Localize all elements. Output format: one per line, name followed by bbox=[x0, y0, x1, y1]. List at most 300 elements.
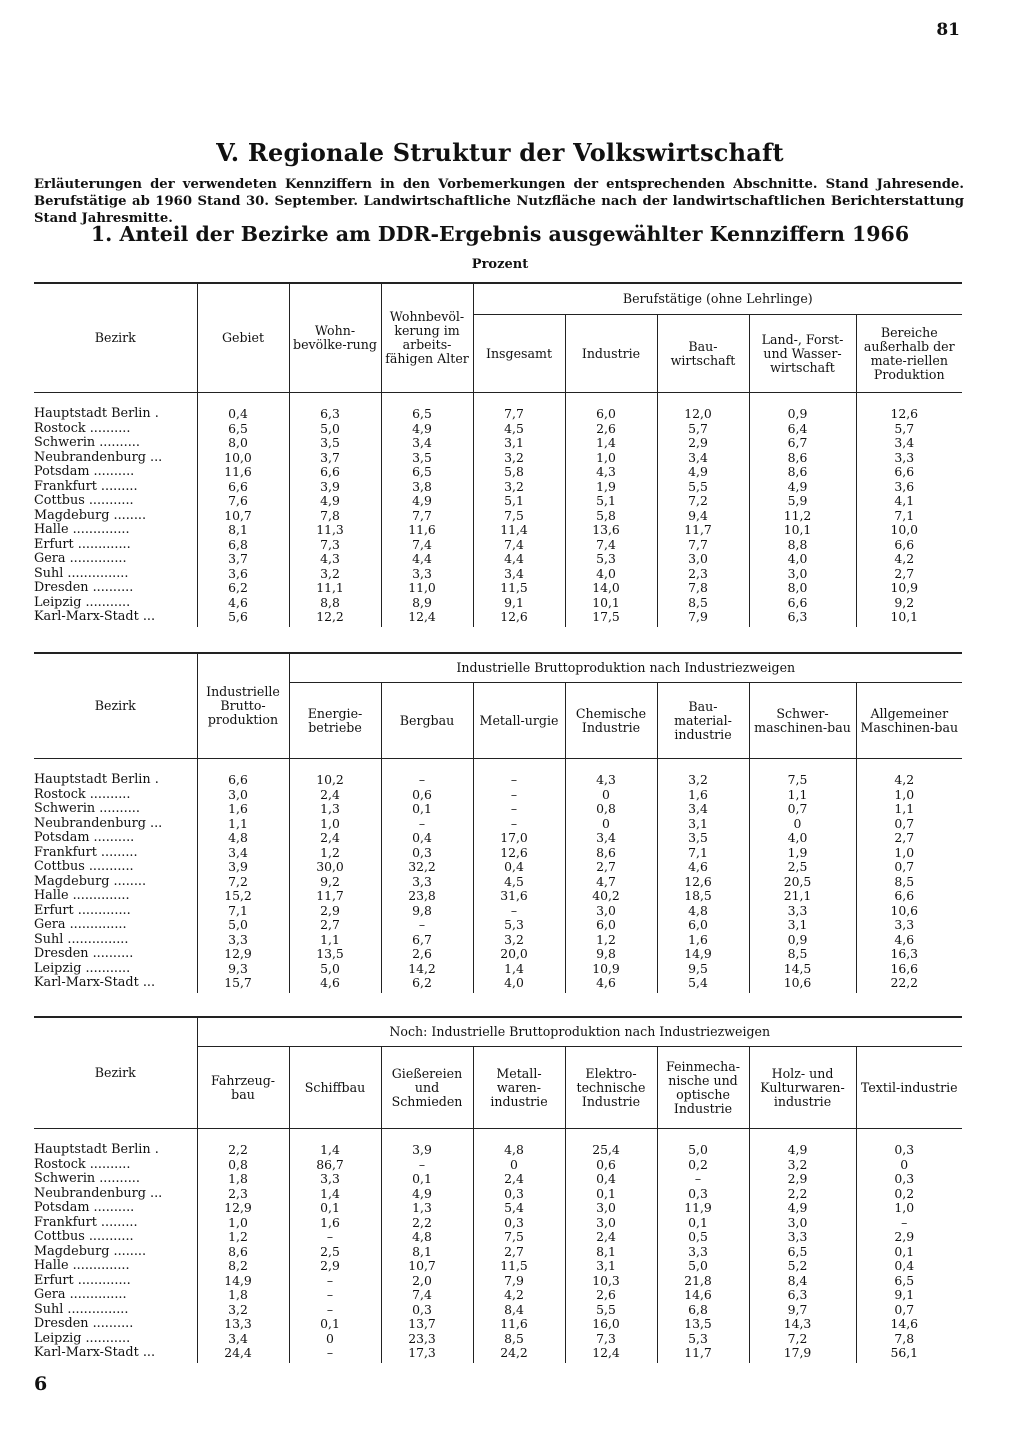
table-cell: 0,1 bbox=[565, 1187, 657, 1202]
column-header: Bergbau bbox=[381, 683, 473, 759]
row-label-bezirk: Frankfurt ......... bbox=[34, 478, 138, 494]
row-label-bezirk: Hauptstadt Berlin . bbox=[34, 1142, 159, 1157]
table-row bbox=[34, 918, 962, 933]
row-label-bezirk: Halle .............. bbox=[34, 888, 130, 903]
table-cell: 1,1 bbox=[197, 817, 289, 832]
table-cell: 0,2 bbox=[657, 1158, 749, 1173]
table-cell: 7,1 bbox=[197, 904, 289, 919]
table-cell: 3,4 bbox=[197, 846, 289, 861]
table-cell: 1,0 bbox=[856, 846, 962, 861]
table-cell: 7,2 bbox=[657, 494, 749, 509]
table-cell: 3,1 bbox=[749, 918, 856, 933]
table-cell: 8,6 bbox=[565, 846, 657, 861]
table-cell: 0,7 bbox=[856, 860, 962, 875]
table-cell: 1,6 bbox=[657, 933, 749, 948]
table-cell: 1,6 bbox=[657, 788, 749, 803]
table-row bbox=[34, 1332, 962, 1347]
table-row bbox=[34, 1245, 962, 1260]
table-cell: 9,2 bbox=[289, 875, 381, 890]
table-cell: 2,7 bbox=[856, 567, 962, 582]
table-cell: 4,9 bbox=[381, 494, 473, 509]
table-cell: 13,3 bbox=[197, 1317, 289, 1332]
table-cell: – bbox=[381, 1158, 473, 1173]
table-cell: 2,4 bbox=[289, 788, 381, 803]
table-cell: 4,0 bbox=[473, 976, 565, 993]
table-cell: 3,3 bbox=[749, 1230, 856, 1245]
table-cell: – bbox=[856, 1216, 962, 1231]
column-header: Chemische Industrie bbox=[565, 683, 657, 759]
table-cell: 4,9 bbox=[749, 1129, 856, 1158]
table-cell: – bbox=[381, 918, 473, 933]
table-row bbox=[34, 494, 962, 509]
column-header: Schwer-maschinen-bau bbox=[749, 683, 856, 759]
table-row bbox=[34, 1172, 962, 1187]
table-cell: 8,1 bbox=[381, 1245, 473, 1260]
row-label-bezirk: Schwerin .......... bbox=[34, 1171, 140, 1186]
table-cell: 0,3 bbox=[657, 1187, 749, 1202]
table-cell: 7,1 bbox=[856, 509, 962, 524]
table-cell: 3,3 bbox=[856, 451, 962, 466]
table-cell: – bbox=[473, 817, 565, 832]
table-cell: 7,4 bbox=[565, 538, 657, 553]
table-row bbox=[34, 1259, 962, 1274]
page-title: V. Regionale Struktur der Volkswirtschaft bbox=[216, 138, 784, 167]
table-cell: 3,4 bbox=[381, 436, 473, 451]
table-row bbox=[34, 788, 962, 803]
row-label-bezirk: Frankfurt ......... bbox=[34, 1214, 138, 1230]
table-cell: 1,0 bbox=[856, 1201, 962, 1216]
table-row bbox=[34, 904, 962, 919]
table-cell: 4,3 bbox=[565, 759, 657, 788]
table-3-body bbox=[34, 1129, 962, 1363]
table-cell: 2,2 bbox=[749, 1187, 856, 1202]
table-cell: 31,6 bbox=[473, 889, 565, 904]
table-cell: 4,6 bbox=[197, 596, 289, 611]
table-cell: 7,8 bbox=[657, 581, 749, 596]
table-cell: 3,8 bbox=[381, 480, 473, 495]
table-cell: 4,9 bbox=[657, 465, 749, 480]
table-cell: 0,9 bbox=[749, 393, 856, 422]
table-cell: 1,2 bbox=[565, 933, 657, 948]
table-cell: 1,4 bbox=[289, 1129, 381, 1158]
table-cell: 3,9 bbox=[289, 480, 381, 495]
table-row bbox=[34, 451, 962, 466]
column-header: Energie-betriebe bbox=[289, 683, 381, 759]
table-cell: 2,2 bbox=[381, 1216, 473, 1231]
table-row bbox=[34, 846, 962, 861]
table-cell: 4,1 bbox=[856, 494, 962, 509]
table-cell: 4,6 bbox=[657, 860, 749, 875]
table-cell: 0,3 bbox=[473, 1216, 565, 1231]
table-row bbox=[34, 465, 962, 480]
row-label-bezirk: Neubrandenburg ... bbox=[34, 449, 163, 465]
row-label-bezirk: Dresden .......... bbox=[34, 1316, 134, 1331]
table-cell: 0 bbox=[856, 1158, 962, 1173]
table-cell: 6,0 bbox=[565, 918, 657, 933]
table-cell: 4,3 bbox=[565, 465, 657, 480]
table-cell: 3,3 bbox=[657, 1245, 749, 1260]
table-cell: 2,4 bbox=[565, 1230, 657, 1245]
row-label-bezirk: Leipzig ........... bbox=[34, 960, 131, 976]
table-cell: 6,3 bbox=[749, 610, 856, 627]
table-cell: 3,4 bbox=[197, 1332, 289, 1347]
table-cell: 14,6 bbox=[657, 1288, 749, 1303]
table-cell: 14,9 bbox=[197, 1274, 289, 1289]
table-cell: 3,3 bbox=[749, 904, 856, 919]
table-cell: 6,6 bbox=[856, 465, 962, 480]
table-row bbox=[34, 1129, 962, 1158]
table-row bbox=[34, 759, 962, 788]
table-cell: 21,1 bbox=[749, 889, 856, 904]
footer-number: 6 bbox=[34, 1373, 48, 1395]
table-cell: 3,2 bbox=[197, 1303, 289, 1318]
table-cell: 0,5 bbox=[657, 1230, 749, 1245]
table-cell: 4,6 bbox=[289, 976, 381, 993]
table-cell: 0,1 bbox=[657, 1216, 749, 1231]
row-label-bezirk: Erfurt ............. bbox=[34, 536, 131, 552]
table-cell: 1,3 bbox=[289, 802, 381, 817]
table-cell: 9,1 bbox=[473, 596, 565, 611]
column-header: Gebiet bbox=[197, 283, 289, 393]
table-cell: 6,6 bbox=[289, 465, 381, 480]
table-cell: 2,7 bbox=[565, 860, 657, 875]
table-cell: 16,0 bbox=[565, 1317, 657, 1332]
table-row bbox=[34, 1201, 962, 1216]
table-cell: 6,0 bbox=[657, 918, 749, 933]
row-label-bezirk: Dresden .......... bbox=[34, 946, 134, 961]
table-cell: 12,4 bbox=[381, 610, 473, 627]
table-cell: 4,9 bbox=[381, 1187, 473, 1202]
table-cell: 6,6 bbox=[749, 596, 856, 611]
table-cell: 7,7 bbox=[657, 538, 749, 553]
table-row bbox=[34, 1158, 962, 1173]
table-cell: 4,4 bbox=[473, 552, 565, 567]
table-cell: 3,0 bbox=[565, 904, 657, 919]
table-cell: 2,7 bbox=[473, 1245, 565, 1260]
row-label-bezirk: Schwerin .......... bbox=[34, 435, 140, 450]
table-cell: 6,6 bbox=[197, 480, 289, 495]
table-cell: 5,0 bbox=[289, 962, 381, 977]
column-header: Industrie bbox=[565, 315, 657, 393]
table-cell: 5,4 bbox=[473, 1201, 565, 1216]
row-label-bezirk: Potsdam .......... bbox=[34, 464, 135, 479]
table-cell: 7,1 bbox=[657, 846, 749, 861]
table-cell: – bbox=[473, 904, 565, 919]
table-cell: 10,1 bbox=[749, 523, 856, 538]
column-header: Bau-wirtschaft bbox=[657, 315, 749, 393]
column-header: Feinmecha-nische und optische Industrie bbox=[657, 1047, 749, 1129]
table-cell: 11,2 bbox=[749, 509, 856, 524]
table-cell: 9,7 bbox=[749, 1303, 856, 1318]
table-cell: 3,5 bbox=[657, 831, 749, 846]
table-cell: 7,7 bbox=[381, 509, 473, 524]
table-cell: 3,2 bbox=[289, 567, 381, 582]
table-cell: 18,5 bbox=[657, 889, 749, 904]
table-cell: 6,7 bbox=[381, 933, 473, 948]
table-cell: 16,3 bbox=[856, 947, 962, 962]
table-cell: – bbox=[289, 1303, 381, 1318]
table-cell: 9,8 bbox=[381, 904, 473, 919]
table-cell: 7,6 bbox=[197, 494, 289, 509]
table-cell: – bbox=[289, 1230, 381, 1245]
table-cell: 2,3 bbox=[657, 567, 749, 582]
table-cell: 5,6 bbox=[197, 610, 289, 627]
table-cell: – bbox=[381, 817, 473, 832]
table-cell: 12,9 bbox=[197, 947, 289, 962]
table-cell: 4,6 bbox=[856, 933, 962, 948]
table-cell: 2,3 bbox=[197, 1187, 289, 1202]
row-label-bezirk: Rostock .......... bbox=[34, 1156, 131, 1172]
table-cell: 4,8 bbox=[381, 1230, 473, 1245]
table-cell: – bbox=[473, 788, 565, 803]
row-label-bezirk: Potsdam .......... bbox=[34, 830, 135, 845]
table-row bbox=[34, 933, 962, 948]
row-label-bezirk: Karl-Marx-Stadt ... bbox=[34, 975, 156, 990]
table-row bbox=[34, 596, 962, 611]
table-cell: – bbox=[289, 1288, 381, 1303]
table-cell: 3,2 bbox=[473, 451, 565, 466]
table-cell: 23,3 bbox=[381, 1332, 473, 1347]
table-cell: 12,2 bbox=[289, 610, 381, 627]
table-row bbox=[34, 567, 962, 582]
table-cell: 0,4 bbox=[565, 1172, 657, 1187]
table-cell: 3,1 bbox=[473, 436, 565, 451]
table-cell: 7,4 bbox=[473, 538, 565, 553]
row-label-bezirk: Erfurt ............. bbox=[34, 902, 131, 918]
table-cell: 11,7 bbox=[657, 1346, 749, 1363]
table-cell: 5,3 bbox=[657, 1332, 749, 1347]
table-row bbox=[34, 947, 962, 962]
column-header: Gießereien und Schmieden bbox=[381, 1047, 473, 1129]
table-cell: 1,0 bbox=[856, 788, 962, 803]
table-cell: 7,8 bbox=[856, 1332, 962, 1347]
column-header-bezirk: Bezirk bbox=[34, 1017, 197, 1129]
table-cell: 6,6 bbox=[197, 759, 289, 788]
table-cell: 0 bbox=[565, 817, 657, 832]
table-cell: 12,4 bbox=[565, 1346, 657, 1363]
row-label-bezirk: Karl-Marx-Stadt ... bbox=[34, 609, 156, 624]
row-label-bezirk: Cottbus ........... bbox=[34, 493, 134, 508]
table-cell: 5,0 bbox=[657, 1129, 749, 1158]
table-cell: 4,0 bbox=[749, 831, 856, 846]
table-cell: 25,4 bbox=[565, 1129, 657, 1158]
table-cell: 16,6 bbox=[856, 962, 962, 977]
column-header: Textil-industrie bbox=[856, 1047, 962, 1129]
table-cell: 20,0 bbox=[473, 947, 565, 962]
table-cell: 3,9 bbox=[381, 1129, 473, 1158]
table-1 bbox=[34, 282, 962, 627]
table-cell: 0,2 bbox=[856, 1187, 962, 1202]
table-cell: 4,7 bbox=[565, 875, 657, 890]
table-cell: 10,1 bbox=[565, 596, 657, 611]
table-cell: 12,6 bbox=[657, 875, 749, 890]
table-cell: 0 bbox=[565, 788, 657, 803]
table-cell: 2,7 bbox=[856, 831, 962, 846]
table-cell: 4,2 bbox=[856, 552, 962, 567]
table-cell: 2,6 bbox=[565, 1288, 657, 1303]
table-cell: 8,5 bbox=[856, 875, 962, 890]
table-cell: 1,4 bbox=[473, 962, 565, 977]
table-cell: 8,1 bbox=[565, 1245, 657, 1260]
table-cell: 4,4 bbox=[381, 552, 473, 567]
table-cell: 0,1 bbox=[381, 802, 473, 817]
table-cell: 11,5 bbox=[473, 1259, 565, 1274]
row-label-bezirk: Suhl ............... bbox=[34, 931, 129, 947]
column-header: Industrielle Brutto-produktion bbox=[197, 653, 289, 759]
table-cell: 0 bbox=[749, 817, 856, 832]
table-cell: 3,0 bbox=[749, 1216, 856, 1231]
table-cell: 3,2 bbox=[473, 933, 565, 948]
table-cell: 6,0 bbox=[565, 393, 657, 422]
table-cell: 6,8 bbox=[657, 1303, 749, 1318]
table-cell: 15,7 bbox=[197, 976, 289, 993]
table-cell: 0,8 bbox=[197, 1158, 289, 1173]
table-cell: 2,6 bbox=[565, 422, 657, 437]
table-cell: 4,0 bbox=[565, 567, 657, 582]
table-cell: 6,3 bbox=[749, 1288, 856, 1303]
table-cell: 1,1 bbox=[749, 788, 856, 803]
table-cell: 3,2 bbox=[657, 759, 749, 788]
table-cell: 2,0 bbox=[381, 1274, 473, 1289]
row-label-bezirk: Rostock .......... bbox=[34, 420, 131, 436]
table-cell: 6,5 bbox=[381, 465, 473, 480]
table-cell: 0,4 bbox=[473, 860, 565, 875]
table-cell: – bbox=[289, 1346, 381, 1363]
table-cell: 3,4 bbox=[473, 567, 565, 582]
table-row bbox=[34, 610, 962, 627]
table-cell: 9,5 bbox=[657, 962, 749, 977]
table-cell: 0 bbox=[473, 1158, 565, 1173]
table-cell: 22,2 bbox=[856, 976, 962, 993]
table-cell: 14,5 bbox=[749, 962, 856, 977]
table-cell: 1,4 bbox=[289, 1187, 381, 1202]
column-header: Wohn-bevölke-rung bbox=[289, 283, 381, 393]
table-cell: 2,9 bbox=[289, 904, 381, 919]
table-cell: 8,8 bbox=[749, 538, 856, 553]
table-cell: 0,6 bbox=[381, 788, 473, 803]
table-cell: 0,3 bbox=[381, 846, 473, 861]
table-cell: 8,5 bbox=[749, 947, 856, 962]
table-cell: 8,5 bbox=[473, 1332, 565, 1347]
table-cell: 10,2 bbox=[289, 759, 381, 788]
table-cell: 10,3 bbox=[565, 1274, 657, 1289]
table-cell: 20,5 bbox=[749, 875, 856, 890]
table-cell: 9,8 bbox=[565, 947, 657, 962]
table-cell: 12,6 bbox=[473, 610, 565, 627]
table-cell: 5,3 bbox=[565, 552, 657, 567]
column-header: Bereiche außerhalb der mate-riellen Produktion bbox=[856, 315, 962, 393]
table-cell: 11,6 bbox=[473, 1317, 565, 1332]
table-cell: 1,9 bbox=[749, 846, 856, 861]
table-cell: 1,0 bbox=[565, 451, 657, 466]
table-cell: 0,3 bbox=[856, 1129, 962, 1158]
table-cell: 3,2 bbox=[749, 1158, 856, 1173]
table-row bbox=[34, 523, 962, 538]
table-cell: 7,4 bbox=[381, 538, 473, 553]
table-cell: 5,7 bbox=[856, 422, 962, 437]
table-cell: 7,2 bbox=[197, 875, 289, 890]
table-cell: 1,2 bbox=[197, 1230, 289, 1245]
table-cell: 8,6 bbox=[749, 451, 856, 466]
table-cell: – bbox=[657, 1172, 749, 1187]
table-cell: 4,8 bbox=[657, 904, 749, 919]
table-cell: 0,9 bbox=[749, 933, 856, 948]
table-cell: 1,9 bbox=[565, 480, 657, 495]
table-cell: 7,3 bbox=[565, 1332, 657, 1347]
table-cell: 6,3 bbox=[289, 393, 381, 422]
row-label-bezirk: Gera .............. bbox=[34, 917, 127, 932]
table-row bbox=[34, 976, 962, 993]
table-cell: 8,5 bbox=[657, 596, 749, 611]
table-cell: 2,9 bbox=[289, 1259, 381, 1274]
table-cell: 5,5 bbox=[565, 1303, 657, 1318]
table-cell: 7,9 bbox=[657, 610, 749, 627]
table-cell: 2,9 bbox=[856, 1230, 962, 1245]
table-cell: 7,5 bbox=[473, 509, 565, 524]
table-cell: 5,5 bbox=[657, 480, 749, 495]
table-cell: 56,1 bbox=[856, 1346, 962, 1363]
table-cell: 3,4 bbox=[565, 831, 657, 846]
column-header: Insgesamt bbox=[473, 315, 565, 393]
column-header: Elektro-technische Industrie bbox=[565, 1047, 657, 1129]
table-cell: 11,4 bbox=[473, 523, 565, 538]
table-row bbox=[34, 831, 962, 846]
table-cell: 9,1 bbox=[856, 1288, 962, 1303]
table-cell: 5,3 bbox=[473, 918, 565, 933]
row-label-bezirk: Magdeburg ........ bbox=[34, 1243, 147, 1259]
table-cell: 7,7 bbox=[473, 393, 565, 422]
table-cell: 6,5 bbox=[856, 1274, 962, 1289]
table-cell: 2,7 bbox=[289, 918, 381, 933]
table-row bbox=[34, 1274, 962, 1289]
table-cell: 15,2 bbox=[197, 889, 289, 904]
table-cell: 2,9 bbox=[749, 1172, 856, 1187]
table-row bbox=[34, 581, 962, 596]
table-row bbox=[34, 480, 962, 495]
table-cell: 6,8 bbox=[197, 538, 289, 553]
table-cell: 4,5 bbox=[473, 422, 565, 437]
table-cell: 5,0 bbox=[657, 1259, 749, 1274]
table-cell: 6,5 bbox=[197, 422, 289, 437]
table-row bbox=[34, 817, 962, 832]
table-cell: 3,3 bbox=[856, 918, 962, 933]
table-cell: 4,6 bbox=[565, 976, 657, 993]
table-cell: 13,7 bbox=[381, 1317, 473, 1332]
table-cell: 14,9 bbox=[657, 947, 749, 962]
table-cell: 4,9 bbox=[749, 1201, 856, 1216]
row-label-bezirk: Potsdam .......... bbox=[34, 1200, 135, 1215]
table-cell: 0,6 bbox=[565, 1158, 657, 1173]
table-cell: 1,0 bbox=[289, 817, 381, 832]
table-cell: 1,2 bbox=[289, 846, 381, 861]
table-cell: 6,5 bbox=[381, 393, 473, 422]
row-label-bezirk: Schwerin .......... bbox=[34, 801, 140, 816]
table-cell: 23,8 bbox=[381, 889, 473, 904]
table-cell: 0,7 bbox=[856, 817, 962, 832]
table-cell: 12,6 bbox=[856, 393, 962, 422]
table-row bbox=[34, 875, 962, 890]
table-cell: 40,2 bbox=[565, 889, 657, 904]
row-label-bezirk: Halle .............. bbox=[34, 1258, 130, 1273]
table-cell: 6,6 bbox=[856, 538, 962, 553]
table-cell: 6,5 bbox=[749, 1245, 856, 1260]
table-cell: 11,6 bbox=[381, 523, 473, 538]
table-cell: 1,1 bbox=[289, 933, 381, 948]
table-cell: 0,3 bbox=[856, 1172, 962, 1187]
table-cell: 2,4 bbox=[289, 831, 381, 846]
table-cell: 3,1 bbox=[657, 817, 749, 832]
table-cell: 0,1 bbox=[289, 1201, 381, 1216]
